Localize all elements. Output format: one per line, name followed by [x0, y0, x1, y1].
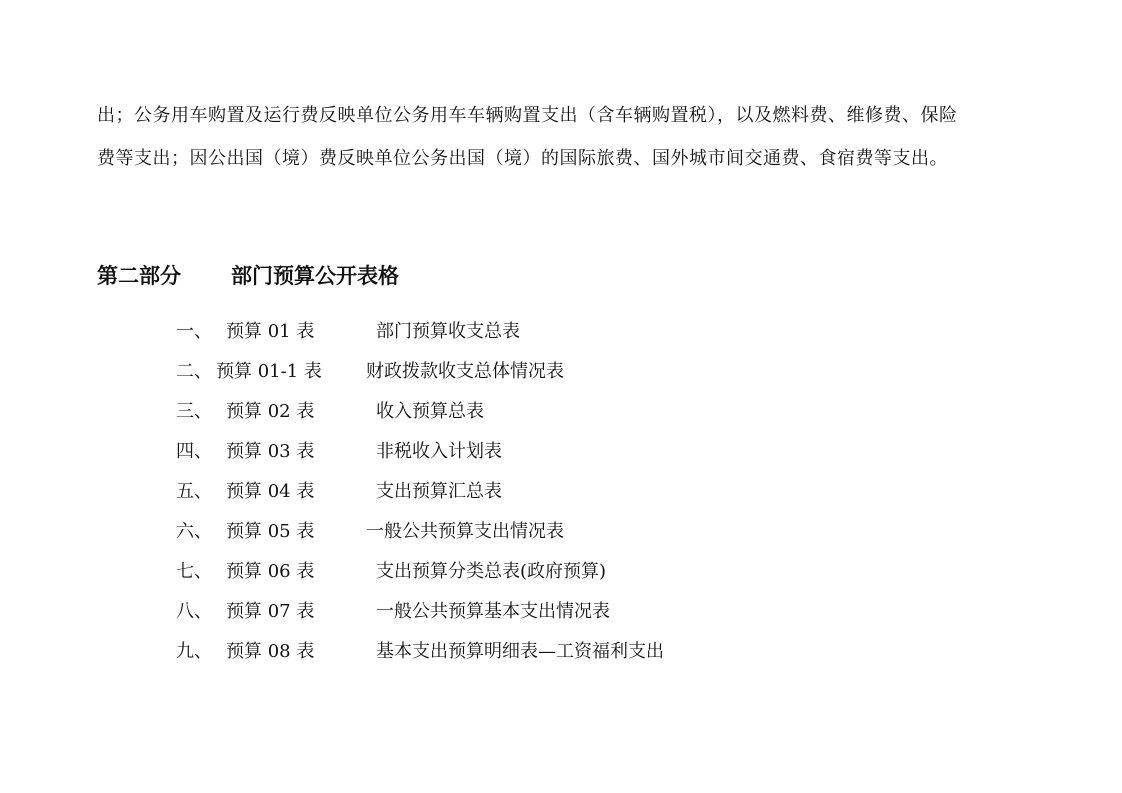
toc-item-number: 六、	[176, 521, 212, 542]
toc-item-name: 一般公共预算支出情况表	[366, 521, 564, 542]
toc-item-number: 五、	[176, 481, 212, 502]
toc-item-name: 基本支出预算明细表—工资福利支出	[376, 641, 664, 662]
toc-item-code: 预算 02 表	[226, 401, 315, 422]
toc-item-name: 非税收入计划表	[376, 441, 502, 462]
toc-item-number: 一、	[176, 321, 212, 342]
toc-item-code: 预算 05 表	[226, 521, 315, 542]
toc-item-code: 预算 06 表	[226, 561, 315, 582]
toc-item-number: 四、	[176, 441, 212, 462]
toc-item-name: 收入预算总表	[376, 401, 484, 422]
toc-item-name: 财政拨款收支总体情况表	[366, 361, 564, 382]
toc-item-code: 预算 08 表	[226, 641, 315, 662]
toc-item-name: 部门预算收支总表	[376, 321, 520, 342]
part-title: 部门预算公开表格	[231, 264, 399, 288]
toc-item-code: 预算 04 表	[226, 481, 315, 502]
toc-item-number: 二、	[176, 361, 212, 382]
toc-item-name: 一般公共预算基本支出情况表	[376, 601, 610, 622]
toc-item-code: 预算 07 表	[226, 601, 315, 622]
toc-item-name: 支出预算汇总表	[376, 481, 502, 502]
toc-item-number: 三、	[176, 401, 212, 422]
part-label: 第二部分	[97, 264, 181, 288]
body-text-line-2: 费等支出；因公出国（境）费反映单位公务出国（境）的国际旅费、国外城市间交通费、食宿费等支出。	[97, 148, 948, 169]
toc-item-number: 七、	[176, 561, 212, 582]
toc-item-name: 支出预算分类总表(政府预算)	[376, 561, 607, 582]
toc-item-code: 预算 03 表	[226, 441, 315, 462]
toc-item-code: 预算 01 表	[226, 321, 315, 342]
toc-item-code: 预算 01-1 表	[216, 361, 322, 382]
section-heading	[97, 261, 399, 291]
body-text-line-1: 出；公务用车购置及运行费反映单位公务用车车辆购置支出（含车辆购置税），以及燃料费、维修费、保险	[97, 105, 958, 126]
toc-item-number: 九、	[176, 641, 212, 662]
toc-item-number: 八、	[176, 601, 212, 622]
